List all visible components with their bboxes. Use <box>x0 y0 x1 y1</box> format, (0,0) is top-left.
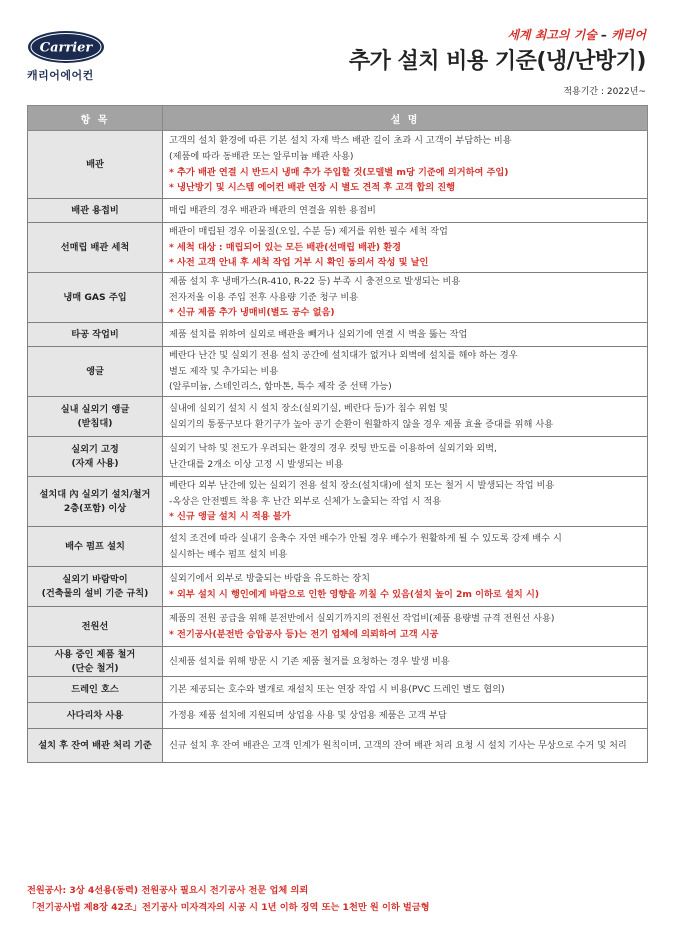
row-item-text: 설치대 內 실외기 설치/철거 <box>39 488 151 500</box>
description-line: 설치 조건에 따라 실내기 응축수 자연 배수가 안될 경우 배수가 원활하게 될 수 있도록 강제 배수 시 <box>169 532 562 544</box>
row-item-text: 실내 실외기 앵글 <box>60 403 130 415</box>
row-item-text: 사용 중인 제품 철거 <box>54 648 136 660</box>
table-row <box>28 199 648 223</box>
row-item <box>28 677 163 703</box>
row-item-text: 드레인 호스 <box>71 683 119 695</box>
slogan <box>507 26 646 43</box>
table-row <box>28 647 648 677</box>
description-line: 신규 설치 후 잔여 배관은 고객 인계가 원칙이며, 고객의 잔여 배관 처리 요청 시 설치 기사는 무상으로 수거 및 처리 <box>169 739 627 751</box>
description-note: * 신규 제품 추가 냉매비(별도 공수 없음) <box>169 307 335 319</box>
row-description <box>163 199 648 223</box>
description-line: 고객의 설치 환경에 따른 기본 설치 자재 박스 배관 길이 초과 시 고객이 부담하는 비용 <box>169 135 512 147</box>
row-item <box>28 477 163 527</box>
description-line: 실외기에서 외부로 방출되는 바람을 유도하는 장치 <box>169 572 370 584</box>
row-description <box>163 223 648 273</box>
description-line: 제품 설치를 위하여 실외로 배관을 빼거나 실외기에 연결 시 벽을 뚫는 작업 <box>169 328 468 340</box>
table-row <box>28 477 648 527</box>
slogan-separator: – <box>596 28 612 42</box>
row-item <box>28 527 163 567</box>
description-line: 매립 배관의 경우 배관과 배관의 연결을 위한 용접비 <box>169 204 376 216</box>
description-line: 신제품 설치를 위해 방문 시 기존 제품 철거를 요청하는 경우 발생 비용 <box>169 655 450 667</box>
row-item <box>28 647 163 677</box>
row-item-text: 전원선 <box>81 620 109 632</box>
description-line: (알루미늄, 스테인리스, 함마톤, 특수 제작 중 선택 가능) <box>169 381 392 393</box>
row-item <box>28 223 163 273</box>
row-item <box>28 397 163 437</box>
row-item-text: (받침대) <box>77 417 113 429</box>
table-row <box>28 567 648 607</box>
table-body <box>28 131 648 763</box>
row-item-text: (단순 철거) <box>71 662 119 674</box>
slogan-part-1: 세계 최고의 기술 <box>507 28 597 42</box>
table-row <box>28 273 648 323</box>
table-row <box>28 607 648 647</box>
row-description <box>163 397 648 437</box>
footnote-1: 전원공사: 3상 4선용(동력) 전원공사 필요시 전기공사 전문 업체 의뢰 <box>27 885 309 896</box>
row-item <box>28 323 163 347</box>
table-row <box>28 729 648 763</box>
table-row <box>28 437 648 477</box>
row-description <box>163 567 648 607</box>
description-line: (제품에 따라 동배관 또는 알루미늄 배관 사용) <box>169 150 354 162</box>
description-note: * 냉난방기 및 시스템 에어컨 배관 연장 시 별도 견적 후 고객 합의 진행 <box>169 182 456 194</box>
description-line: 베란다 외부 난간에 있는 실외기 전용 설치 장소(설치대)에 설치 또는 철거 시 발생되는 작업 비용 <box>169 480 555 492</box>
description-line: 베란다 난간 및 실외기 전용 설치 공간에 설치대가 없거나 외벽에 설치를 해야 하는 경우 <box>169 350 518 362</box>
row-item-text: 설치 후 잔여 배관 처리 기준 <box>38 739 152 751</box>
description-line: 배관이 매립된 경우 이물질(오일, 수분 등) 제거를 위한 필수 세척 작업 <box>169 226 448 238</box>
row-item <box>28 607 163 647</box>
row-description <box>163 437 648 477</box>
description-line: 제품 설치 후 냉매가스(R-410, R-22 등) 부족 시 충전으로 발생되는 비용 <box>169 276 461 288</box>
row-description <box>163 647 648 677</box>
row-description <box>163 273 648 323</box>
table-row <box>28 347 648 397</box>
row-item-text: 실외기 바람막이 <box>62 573 128 585</box>
row-item <box>28 273 163 323</box>
header-item: 항 목 <box>28 106 163 131</box>
brand-name: Carrier <box>39 40 93 56</box>
row-item <box>28 347 163 397</box>
row-item-text: 앵글 <box>86 365 104 377</box>
description-line: 기본 제공되는 호수와 별개로 재설치 또는 연장 작업 시 비용(PVC 드레인 별도 협의) <box>169 683 505 695</box>
row-description <box>163 347 648 397</box>
description-line: 가정용 제품 설치에 지원되며 상업용 사용 및 상업용 제품은 고객 부담 <box>169 709 447 721</box>
description-note: * 사전 고객 안내 후 세척 작업 거부 시 확인 동의서 작성 및 날인 <box>169 257 429 269</box>
table-row <box>28 223 648 273</box>
table-row <box>28 397 648 437</box>
row-description <box>163 729 648 763</box>
brand-subtitle: 캐리어에어컨 <box>27 69 94 82</box>
cost-table <box>27 105 648 763</box>
description-line: 실내에 실외기 설치 시 설치 장소(실외기실, 베란다 등)가 침수 위험 및 <box>169 402 448 414</box>
row-item <box>28 131 163 199</box>
slogan-part-2: 캐리어 <box>611 28 646 42</box>
description-line: 실외기 낙하 및 전도가 우려되는 환경의 경우 컷팅 반도를 이용하여 실외기와 외벽, <box>169 442 497 454</box>
row-item <box>28 567 163 607</box>
description-line: 별도 제작 및 추가되는 비용 <box>169 365 279 377</box>
description-line: 난간대를 2개소 이상 고정 시 발생되는 비용 <box>169 458 344 470</box>
row-item <box>28 199 163 223</box>
description-note: * 신규 앵글 설치 시 적용 불가 <box>169 511 291 523</box>
description-note: * 전기공사(분전반 승압공사 등)는 전기 업체에 의뢰하여 고객 시공 <box>169 628 439 640</box>
footnote-2: 「전기공사법 제8장 42조」전기공사 미자격자의 시공 시 1년 이하 징역 또는 1천만 원 이하 벌금형 <box>27 902 430 913</box>
table-row <box>28 323 648 347</box>
row-item <box>28 729 163 763</box>
row-item-text: 실외기 고정 <box>71 443 119 455</box>
row-item <box>28 703 163 729</box>
row-description <box>163 477 648 527</box>
row-item-text: 배수 펌프 설치 <box>65 540 125 552</box>
row-item-text: 배관 용접비 <box>71 204 119 216</box>
carrier-logo <box>27 30 105 64</box>
description-note: * 추가 배관 연결 시 반드시 냉매 추가 주입할 것(모델별 m당 기준에 의거하여 주입) <box>169 166 509 178</box>
row-item-text: (자재 사용) <box>71 457 119 469</box>
row-item-text: 배관 <box>86 158 104 170</box>
row-item-text: 2층(포함) 이상 <box>63 502 127 514</box>
row-description <box>163 323 648 347</box>
description-note: * 외부 설치 시 행인에게 바람으로 인한 영향을 끼칠 수 있음(설치 높이 2m 이하로 설치 시) <box>169 588 540 600</box>
description-note: * 세척 대상 : 매립되어 있는 모든 배관(선매립 배관) 환경 <box>169 241 402 253</box>
description-line: 실외기의 통풍구보다 환기구가 높아 공기 순환이 원활하지 않을 경우 제품 효율 증대를 위해 사용 <box>169 418 554 430</box>
row-item <box>28 437 163 477</box>
row-description <box>163 703 648 729</box>
effective-date: 적용기간 : 2022년~ <box>563 87 646 97</box>
row-item-text: 사다리차 사용 <box>66 709 124 721</box>
row-item-text: (건축물의 설비 기준 규칙) <box>41 587 149 599</box>
header-description: 설 명 <box>163 106 648 131</box>
row-item-text: 타공 작업비 <box>71 328 119 340</box>
row-description <box>163 677 648 703</box>
row-item-text: 선매립 배관 세척 <box>60 241 130 253</box>
page-title: 추가 설치 비용 기준(냉/난방기) <box>348 49 646 74</box>
row-description <box>163 131 648 199</box>
description-line: 전자저울 이용 주입 전후 사용량 기준 청구 비용 <box>169 291 359 303</box>
table-row <box>28 677 648 703</box>
table-row <box>28 527 648 567</box>
description-line: -옥상은 안전벨트 착용 후 난간 외부로 신체가 노출되는 작업 시 적용 <box>169 495 442 507</box>
table-header-row <box>28 106 648 131</box>
row-description <box>163 527 648 567</box>
description-line: 실시하는 배수 펌프 설치 비용 <box>169 548 288 560</box>
table-row <box>28 703 648 729</box>
row-item-text: 냉매 GAS 주입 <box>63 291 127 303</box>
description-line: 제품의 전원 공급을 위해 분전반에서 실외기까지의 전원선 작업비(제품 용량별 규격 전원선 사용) <box>169 612 555 624</box>
table-row <box>28 131 648 199</box>
row-description <box>163 607 648 647</box>
